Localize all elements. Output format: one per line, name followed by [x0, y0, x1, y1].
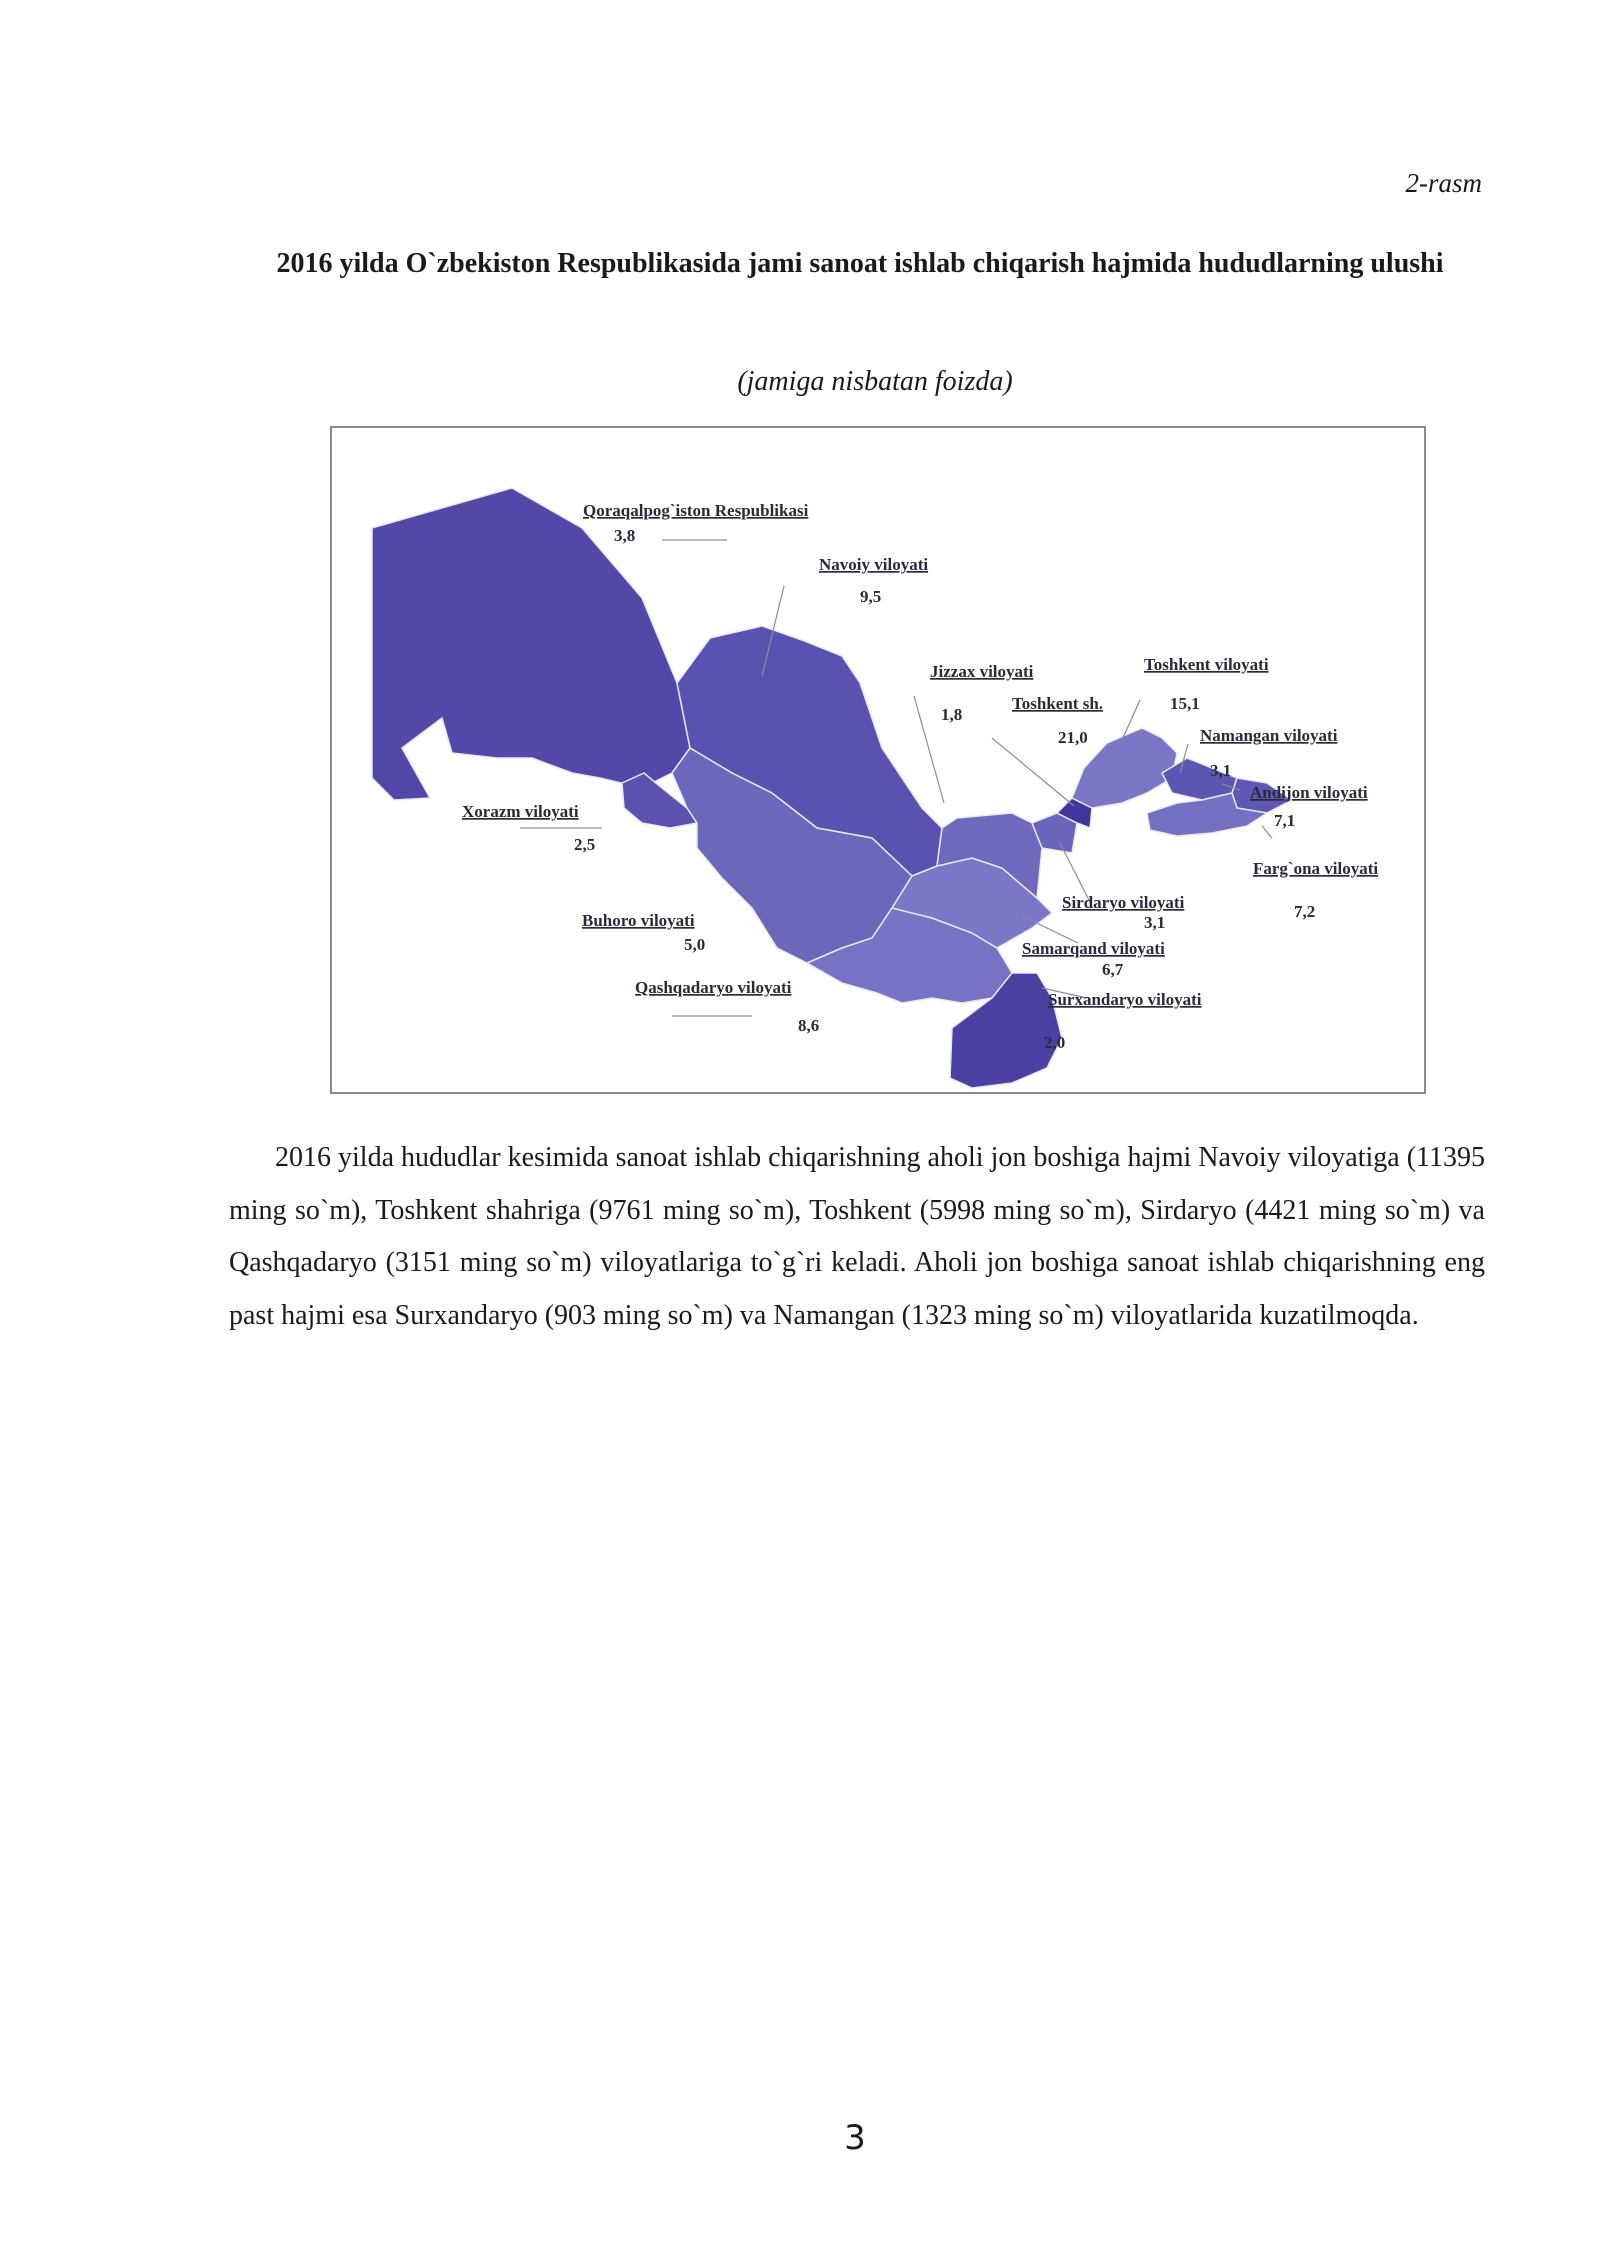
figure-subtitle: (jamiga nisbatan foizda) [737, 366, 1013, 397]
label-buhoro-value: 5,0 [684, 935, 706, 954]
label-namangan-value: 3,1 [1210, 761, 1232, 780]
label-surxandaryo-value: 2,0 [1044, 1033, 1066, 1052]
label-toshkent-sh-name: Toshkent sh. [1012, 694, 1104, 713]
label-surxandaryo-name: Surxandaryo viloyati [1048, 990, 1202, 1009]
figure-title: 2016 yilda O`zbekiston Respublikasida jami sanoat ishlab chiqarish hajmida hududlarning ulushi [276, 248, 1444, 279]
label-toshkent-vil-value: 15,1 [1170, 694, 1200, 713]
label-jizzax-value: 1,8 [941, 705, 963, 724]
label-qoraqalpogiston-value: 3,8 [614, 526, 636, 545]
region-qoraqalpogiston-shape [372, 488, 690, 800]
label-xorazm-value: 2,5 [574, 835, 596, 854]
label-samarqand-value: 6,7 [1102, 960, 1124, 979]
label-andijon-value: 7,1 [1274, 811, 1296, 830]
label-sirdaryo-value: 3,1 [1144, 913, 1166, 932]
figure-label: 2-rasm [1405, 168, 1482, 198]
map-figure [330, 426, 1426, 1094]
label-buhoro-name: Buhoro viloyati [582, 911, 695, 930]
label-sirdaryo-name: Sirdaryo viloyati [1062, 893, 1185, 912]
label-toshkent-sh-value: 21,0 [1058, 728, 1088, 747]
body-paragraph: 2016 yilda hududlar kesimida sanoat ishlab chiqarishning aholi jon boshiga hajmi Navoiy viloyatiga (11395 ming so`m), Toshkent shahriga (9761 ming so`m), Toshkent (5998 ming so`m), Sirdaryo (4421 ming so`m) va Qashqadaryo (3151 ming so`m) viloyatlariga to`g`ri keladi. Aholi jon boshiga sanoat ishlab chiqarishning eng past hajmi esa Surxandaryo (903 ming so`m) va Namangan (1323 ming so`m) viloyatlarida kuzatilmoqda. [229, 1142, 1485, 1331]
uzbekistan-map [332, 428, 1424, 1092]
label-qashqadaryo-value: 8,6 [798, 1016, 820, 1035]
label-fargona-value: 7,2 [1294, 902, 1316, 921]
label-namangan-name: Namangan viloyati [1200, 726, 1338, 745]
label-qashqadaryo-name: Qashqadaryo viloyati [635, 978, 792, 997]
label-toshkent-vil-name: Toshkent viloyati [1144, 655, 1269, 674]
page-number: 3 [844, 2118, 866, 2158]
label-navoiy-value: 9,5 [860, 587, 882, 606]
label-xorazm-name: Xorazm viloyati [462, 802, 579, 821]
label-samarqand-name: Samarqand viloyati [1022, 939, 1165, 958]
label-navoiy-name: Navoiy viloyati [819, 555, 929, 574]
label-qoraqalpogiston-name: Qoraqalpog`iston Respublikasi [583, 501, 809, 520]
label-andijon-name: Andijon viloyati [1250, 783, 1368, 802]
region-toshkent-viloyati [1072, 728, 1177, 808]
label-jizzax-name: Jizzax viloyati [930, 662, 1034, 681]
label-fargona-name: Farg`ona viloyati [1253, 859, 1379, 878]
